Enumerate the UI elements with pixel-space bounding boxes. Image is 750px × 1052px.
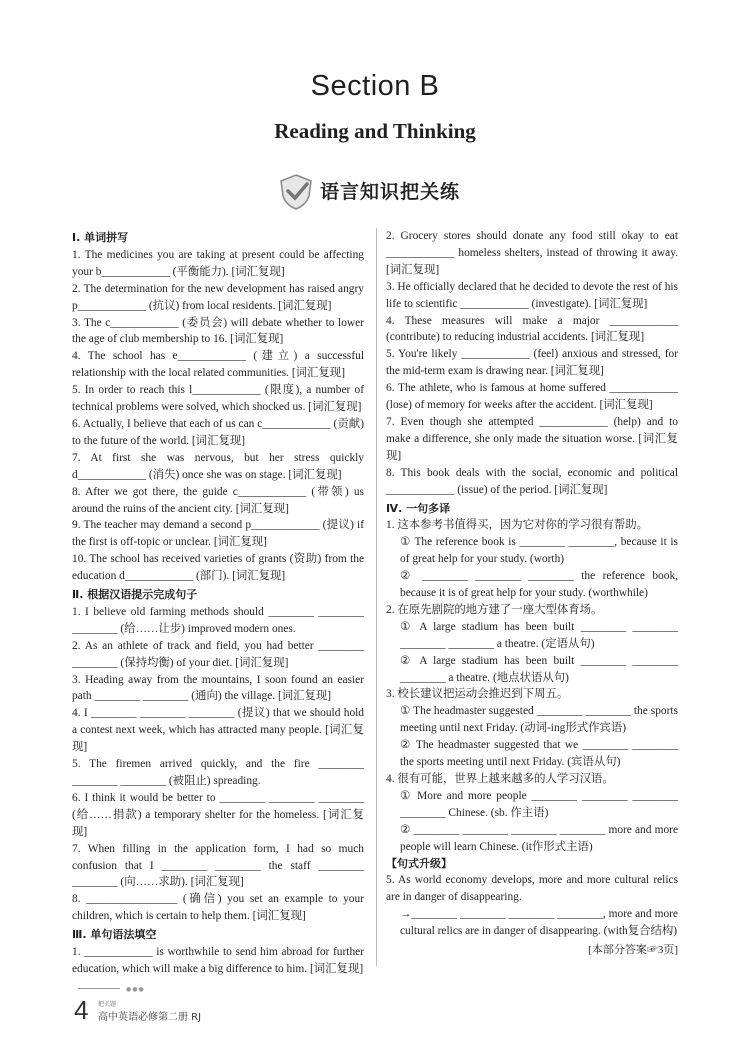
exercise-item: 3. 校长建议把运动会推迟到下周五。 bbox=[386, 688, 569, 701]
footer-rule bbox=[78, 988, 120, 989]
exercise-item: 5. The firemen arrived quickly, and the fire ________ ________ ________ (被阻止) spreading. bbox=[72, 758, 364, 787]
exercise-item: 4. 很有可能，世界上越来越多的人学习汉语。 bbox=[386, 773, 614, 785]
exercise-item: 1. ____________ is worthwhile to send him abroad for further education, which will make a big difference to him. [词汇复现] bbox=[72, 946, 364, 975]
banner-title: 语言知识把关练 bbox=[320, 181, 461, 203]
exercise-item: 6. I think it would be better to ________ ________ ________ (给……捐款) a temporary shelter for the homeless. [词汇复现] bbox=[72, 791, 364, 838]
exercise-item: 8. This book deals with the social, economic and political ____________ (issue) of the period. [词汇复现] bbox=[386, 466, 678, 496]
exercise-item: 4. The school has e____________ (建立) a successful relationship with the local related communities. [词汇复现] bbox=[72, 350, 364, 380]
exercise-item: 5. As world economy develops, more and more cultural relics are in danger of disappearing. bbox=[386, 874, 678, 904]
exercise-item: 9. The teacher may demand a second p____________ (提议) if the first is off-topic or unclear. [词汇复现] bbox=[72, 519, 364, 549]
exercise-item: 7. Even though she attempted ____________ (help) and to make a difference, she only made the situation worse. [词汇复现] bbox=[386, 415, 678, 462]
exercise-item: 6. Actually, I believe that each of us can c____________ (贡献) to the future of the world. [词汇复现] bbox=[72, 417, 364, 447]
exercise-item: →________ ________ ________ ________, more and more cultural relics are in danger of disappearing. (with复合结构) bbox=[400, 908, 678, 938]
exercise-item: 2. As an athlete of track and field, you had better ________ ________ (保持均衡) of your diet. [词汇复现] bbox=[72, 639, 364, 669]
exercise-item: ② The headmaster suggested that we ________ ________ the sports meeting until next Friday. (宾语从句) bbox=[400, 739, 678, 769]
section-heading: Ⅲ. 单句语法填空 bbox=[72, 928, 157, 942]
exercise-item: 5. You're likely ____________ (feel) anxious and stressed, for the mid-term exam is drawing near. [词汇复现] bbox=[386, 348, 678, 378]
exercise-item: ② A large stadium has been built ________ ________ ________ a theatre. (地点状语从句) bbox=[400, 654, 678, 684]
exercise-item: 2. The determination for the new development has raised angry p____________ (抗议) from local residents. [词汇复现] bbox=[72, 282, 364, 312]
exercise-item: 7. At first she was nervous, but her stress quickly d____________ (消失) once she was on stage. [词汇复现] bbox=[72, 451, 364, 481]
shield-check-icon bbox=[276, 172, 316, 212]
exercise-item: 1. The medicines you are taking at present could be affecting your b____________ (平衡能力). [词汇复现] bbox=[72, 248, 364, 278]
exercise-item: 7. When filling in the application form, I had so much confusion that I ________ ________ the staff ________ ________ (向……求助). [词汇复现] bbox=[72, 842, 364, 889]
exercise-item: ① The reference book is ________ ________, because it is of great help for your study. (worth) bbox=[400, 536, 678, 566]
exercise-item: 4. These measures will make a major ____________ (contribute) to reducing industrial accidents. [词汇复现] bbox=[386, 314, 678, 344]
footer-label-small: 把关题 bbox=[98, 1001, 117, 1008]
section-heading: Ⅳ. 一句多译 bbox=[386, 501, 451, 515]
answer-note: [本部分答案☞3页] bbox=[588, 944, 678, 957]
exercise-item: ② ________ ________ ________ the reference book, because it is of great help for your study. (worthwhile) bbox=[400, 570, 678, 600]
footer-book-title: 高中英语必修第二册 RJ bbox=[98, 1012, 202, 1023]
exercise-item: 8. ________________ (确信) you set an example to your children, which is certain to help them. [词汇复现] bbox=[72, 893, 364, 923]
exercise-item: 2. 在原先剧院的地方建了一座大型体育场。 bbox=[386, 603, 603, 616]
exercise-item: 10. The school has received varieties of grants (资助) from the education d____________ (部门). [词汇复现] bbox=[72, 553, 364, 583]
column-divider bbox=[376, 228, 377, 966]
exercise-item: 1. 这本参考书值得买，因为它对你的学习很有帮助。 bbox=[386, 519, 648, 532]
exercise-item: 8. After we got there, the guide c____________ (带领) us around the ruins of the ancient city. [词汇复现] bbox=[72, 485, 364, 515]
left-column bbox=[72, 228, 364, 978]
exercise-item: ① More and more people ________ ________ ________ ________ Chinese. (sb. 作主语) bbox=[400, 789, 678, 819]
section-title: Section B bbox=[310, 70, 440, 102]
banner bbox=[276, 172, 496, 212]
exercise-item: 3. Heading away from the mountains, I soon found an easier path ________ ________ (通向) the village. [词汇复现] bbox=[72, 673, 364, 703]
right-column bbox=[386, 228, 678, 959]
section-tag: 【句式升级】 bbox=[386, 856, 452, 870]
exercise-item: ① The headmaster suggested ________ ________ the sports meeting until next Friday. (动词-ing形式作宾语) bbox=[400, 705, 678, 735]
exercise-item: 3. He officially declared that he decided to devote the rest of his life to scientific ____________ (investigate). [词汇复现] bbox=[386, 280, 678, 310]
section-heading: Ⅱ. 根据汉语提示完成句子 bbox=[72, 588, 198, 602]
section-heading: Ⅰ. 单词拼写 bbox=[72, 231, 129, 244]
subtitle: Reading and Thinking bbox=[274, 119, 476, 143]
exercise-item: 5. In order to reach this l____________ (限度), a number of technical problems were solved, which shocked us. [词汇复现] bbox=[72, 384, 364, 414]
exercise-item: ② ________ ________ ________ ________ more and more people will learn Chinese. (it作形式主语) bbox=[400, 823, 678, 853]
exercise-item: 1. I believe old farming methods should ________ ________ ________ (给……让步) improved modern ones. bbox=[72, 605, 364, 635]
exercise-item: ① A large stadium has been built ________ ________ ________ ________ a theatre. (定语从句) bbox=[400, 620, 678, 650]
page-number: 4 bbox=[74, 995, 89, 1025]
exercise-item: 6. The athlete, who is famous at home suffered ____________ (lose) of memory for weeks after the accident. [词汇复现] bbox=[386, 382, 678, 412]
footer-dots: ●●● bbox=[126, 986, 145, 993]
exercise-item: 2. Grocery stores should donate any food still okay to eat ____________ homeless shelters, instead of throwing it away. [词汇复现] bbox=[386, 230, 678, 276]
exercise-item: 3. The c____________ (委员会) will debate whether to lower the age of club membership to 16. [词汇复现] bbox=[72, 316, 364, 346]
exercise-item: 4. I ________ ________ ________ (提议) that we should hold a contest next week, which has attracted many people. [词汇复现] bbox=[72, 707, 364, 754]
